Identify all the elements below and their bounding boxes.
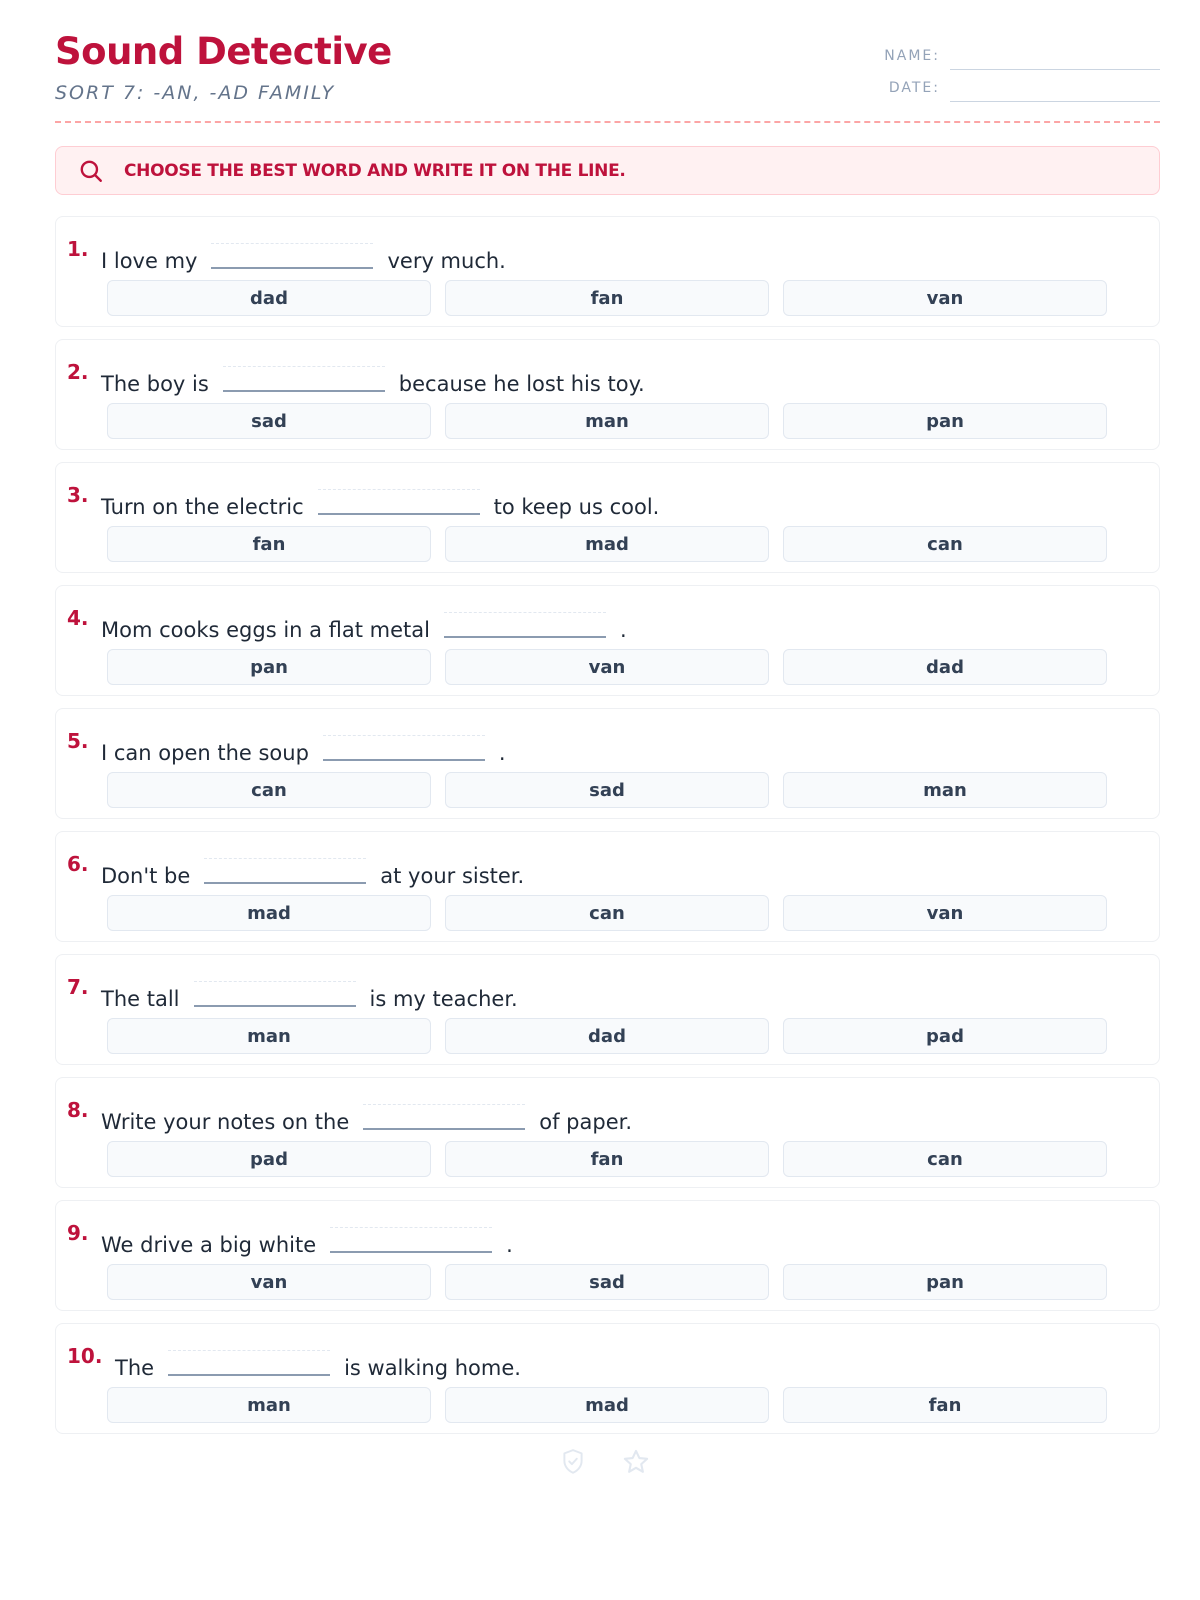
answer-blank[interactable] <box>330 1227 492 1253</box>
question-sentence <box>101 1108 632 1134</box>
question-card <box>55 1323 1160 1434</box>
question-number: 9. <box>67 1221 89 1245</box>
question-sentence <box>101 616 627 642</box>
question-number: 3. <box>67 483 89 507</box>
footer-icons <box>560 1448 650 1478</box>
name-label: NAME: <box>884 48 940 64</box>
word-choice-button[interactable]: can <box>783 1141 1107 1177</box>
sentence-end: to keep us cool. <box>493 495 660 519</box>
word-choice-button[interactable]: fan <box>445 280 769 316</box>
word-choices <box>107 1018 1121 1054</box>
word-choice-button[interactable]: man <box>107 1387 431 1423</box>
question-number: 4. <box>67 606 89 630</box>
word-choice-button[interactable]: man <box>445 403 769 439</box>
question-number: 1. <box>67 237 89 261</box>
word-choices <box>107 1387 1121 1423</box>
sentence-end: of paper. <box>539 1110 632 1134</box>
answer-blank[interactable] <box>318 489 480 515</box>
star-icon <box>622 1448 650 1476</box>
question-sentence <box>101 739 506 765</box>
question-card <box>55 831 1160 942</box>
question-number: 2. <box>67 360 89 384</box>
word-choice-button[interactable]: van <box>445 649 769 685</box>
sentence-start: I can open the soup <box>101 741 309 765</box>
question-sentence <box>101 862 524 888</box>
question-number: 10. <box>67 1344 103 1368</box>
question-sentence <box>101 370 645 396</box>
sentence-start: Mom cooks eggs in a flat metal <box>101 618 430 642</box>
worksheet-header <box>55 28 1160 126</box>
word-choices <box>107 649 1121 685</box>
question-number: 6. <box>67 852 89 876</box>
word-choice-button[interactable]: dad <box>445 1018 769 1054</box>
question-card <box>55 708 1160 819</box>
sentence-start: The boy is <box>101 372 209 396</box>
word-choices <box>107 1264 1121 1300</box>
question-list <box>55 216 1160 1446</box>
word-choice-button[interactable]: mad <box>445 526 769 562</box>
sentence-start: The tall <box>101 987 180 1011</box>
search-icon <box>78 158 104 184</box>
word-choices <box>107 895 1121 931</box>
question-card <box>55 339 1160 450</box>
word-choice-button[interactable]: mad <box>445 1387 769 1423</box>
question-card <box>55 216 1160 327</box>
word-choices <box>107 280 1121 316</box>
answer-blank[interactable] <box>444 612 606 638</box>
sentence-start: We drive a big white <box>101 1233 317 1257</box>
word-choice-button[interactable]: mad <box>107 895 431 931</box>
word-choice-button[interactable]: van <box>783 280 1107 316</box>
word-choice-button[interactable]: pan <box>107 649 431 685</box>
word-choice-button[interactable]: sad <box>107 403 431 439</box>
name-field[interactable] <box>950 44 1160 70</box>
word-choice-button[interactable]: can <box>445 895 769 931</box>
word-choice-button[interactable]: pan <box>783 1264 1107 1300</box>
date-row <box>870 70 1160 102</box>
sentence-end: very much. <box>387 249 506 273</box>
word-choice-button[interactable]: fan <box>107 526 431 562</box>
answer-blank[interactable] <box>204 858 366 884</box>
word-choice-button[interactable]: pad <box>107 1141 431 1177</box>
word-choice-button[interactable]: sad <box>445 772 769 808</box>
question-sentence <box>101 985 518 1011</box>
word-choice-button[interactable]: pad <box>783 1018 1107 1054</box>
question-sentence <box>101 493 659 519</box>
sentence-end: because he lost his toy. <box>398 372 645 396</box>
sentence-end: is walking home. <box>344 1356 521 1380</box>
instruction-banner <box>55 146 1160 195</box>
word-choices <box>107 403 1121 439</box>
question-sentence <box>101 1231 513 1257</box>
sentence-end: is my teacher. <box>369 987 518 1011</box>
page-subtitle: SORT 7: -AN, -AD FAMILY <box>55 82 336 104</box>
word-choice-button[interactable]: pan <box>783 403 1107 439</box>
answer-blank[interactable] <box>194 981 356 1007</box>
student-info <box>870 38 1160 102</box>
answer-blank[interactable] <box>363 1104 525 1130</box>
sentence-start: Don't be <box>101 864 191 888</box>
sentence-start: Turn on the electric <box>101 495 304 519</box>
word-choice-button[interactable]: van <box>107 1264 431 1300</box>
word-choice-button[interactable]: sad <box>445 1264 769 1300</box>
sentence-start: I love my <box>101 249 198 273</box>
name-row <box>870 38 1160 70</box>
instruction-text: CHOOSE THE BEST WORD AND WRITE IT ON THE LINE. <box>124 160 626 181</box>
question-number: 7. <box>67 975 89 999</box>
sentence-start: The <box>115 1356 155 1380</box>
question-number: 5. <box>67 729 89 753</box>
shield-check-icon <box>560 1448 586 1476</box>
page-title: Sound Detective <box>55 30 392 73</box>
answer-blank[interactable] <box>223 366 385 392</box>
word-choices <box>107 526 1121 562</box>
sentence-end: . <box>506 1233 513 1257</box>
word-choice-button[interactable]: fan <box>445 1141 769 1177</box>
word-choice-button[interactable]: man <box>783 772 1107 808</box>
word-choices <box>107 1141 1121 1177</box>
question-card <box>55 462 1160 573</box>
header-divider <box>55 121 1160 123</box>
date-label: DATE: <box>888 80 940 96</box>
word-choice-button[interactable]: dad <box>107 280 431 316</box>
question-sentence <box>115 1354 521 1380</box>
word-choices <box>107 772 1121 808</box>
answer-blank[interactable] <box>168 1350 330 1376</box>
sentence-end: at your sister. <box>380 864 525 888</box>
sentence-end: . <box>498 741 506 765</box>
date-field[interactable] <box>950 76 1160 102</box>
word-choice-button[interactable]: van <box>783 895 1107 931</box>
answer-blank[interactable] <box>211 243 373 269</box>
answer-blank[interactable] <box>323 735 485 761</box>
question-number: 8. <box>67 1098 89 1122</box>
question-card <box>55 954 1160 1065</box>
word-choice-button[interactable]: can <box>107 772 431 808</box>
word-choice-button[interactable]: can <box>783 526 1107 562</box>
question-card <box>55 1200 1160 1311</box>
word-choice-button[interactable]: dad <box>783 649 1107 685</box>
sentence-start: Write your notes on the <box>101 1110 350 1134</box>
question-card <box>55 1077 1160 1188</box>
question-card <box>55 585 1160 696</box>
word-choice-button[interactable]: man <box>107 1018 431 1054</box>
question-sentence <box>101 247 506 273</box>
word-choice-button[interactable]: fan <box>783 1387 1107 1423</box>
sentence-end: . <box>620 618 627 642</box>
